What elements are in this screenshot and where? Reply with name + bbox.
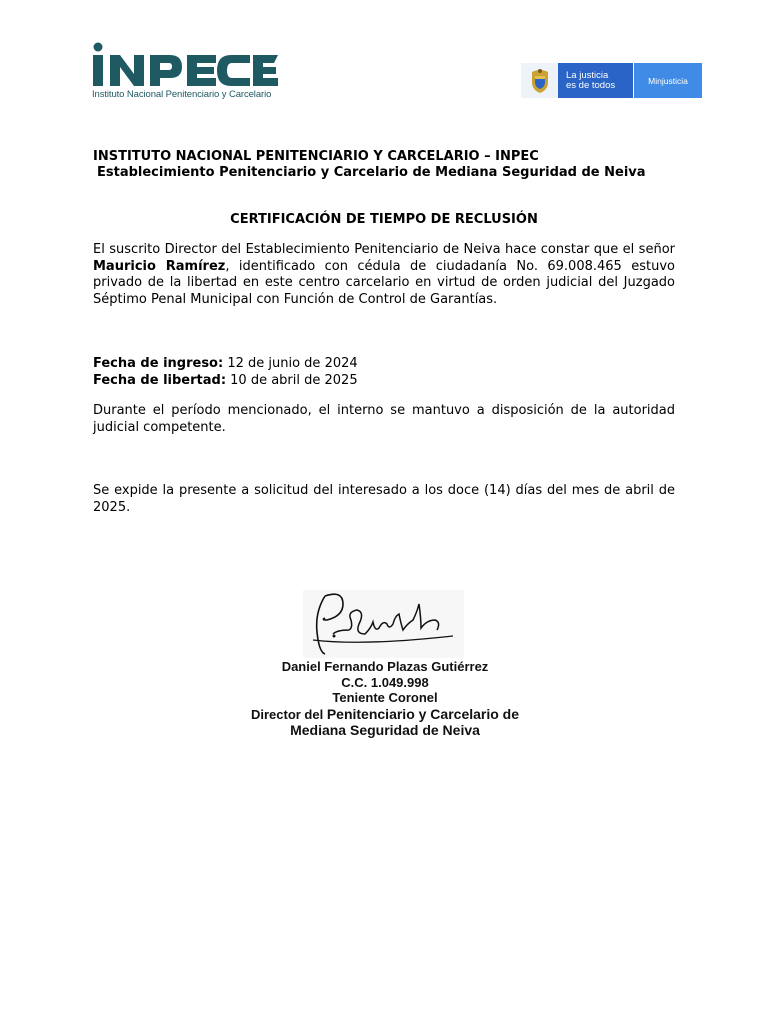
- signature-image: [303, 590, 464, 658]
- inpec-subtitle: Instituto Nacional Penitenciario y Carcelario: [92, 89, 272, 100]
- signer-rank: Teniente Coronel: [332, 690, 438, 705]
- ministry-tagline: [558, 63, 633, 98]
- minjusticia-logo: [521, 63, 702, 98]
- paragraph-text-end: , identificado con cédula de ciudadanía No. 69.008.465 estuvo privado de la libertad en este centro carcelario en virtud de orden judicial del Juzgado Séptimo Penal Municipal con Función de Control de Garantías.: [93, 258, 675, 307]
- release-date-value: 10 de abril de 2025: [226, 373, 358, 388]
- inmate-name: Mauricio Ramírez: [93, 258, 226, 274]
- custody-paragraph: Durante el período mencionado, el interno se mantuvo a disposición de la autoridad judicial competente.: [93, 403, 675, 435]
- signer-role-line1: Penitenciario y Carcelario de: [326, 706, 520, 722]
- handwritten-signature: [303, 590, 464, 658]
- issuance-paragraph: Se expide la presente a solicitud del interesado a los doce (14) días del mes de abril de 2025.: [93, 483, 675, 515]
- entry-date-label: Fecha de ingreso:: [93, 356, 224, 371]
- coat-of-arms-icon: [521, 63, 558, 98]
- header-institution: INSTITUTO NACIONAL PENITENCIARIO Y CARCELARIO – INPEC: [93, 149, 539, 164]
- signer-id: C.C. 1.049.998: [341, 675, 429, 690]
- release-date-line: [93, 373, 358, 388]
- header-establishment: Establecimiento Penitenciario y Carcelario de Mediana Seguridad de Neiva: [97, 165, 646, 180]
- inpec-logo: [90, 42, 280, 102]
- signer-role-line2: Mediana Seguridad de Neiva: [290, 722, 480, 738]
- ministry-tagline-1: La justicia: [566, 69, 609, 81]
- entry-date-value: 12 de junio de 2024: [223, 356, 358, 371]
- ministry-name: Minjusticia: [633, 63, 702, 98]
- signer-role: [230, 706, 540, 722]
- entry-date-line: [93, 356, 358, 371]
- signer-name: Daniel Fernando Plazas Gutiérrez: [281, 659, 489, 674]
- document-title: CERTIFICACIÓN DE TIEMPO DE RECLUSIÓN: [230, 212, 538, 227]
- certification-paragraph: [93, 242, 675, 308]
- signer-role-prefix: Director del: [250, 707, 327, 722]
- release-date-label: Fecha de libertad:: [93, 373, 227, 388]
- inpec-wordmark: [90, 42, 280, 88]
- ministry-tagline-2: es de todos: [566, 79, 616, 91]
- paragraph-text-start: El suscrito Director del Establecimiento Penitenciario de Neiva hace constar que el señor: [93, 242, 675, 257]
